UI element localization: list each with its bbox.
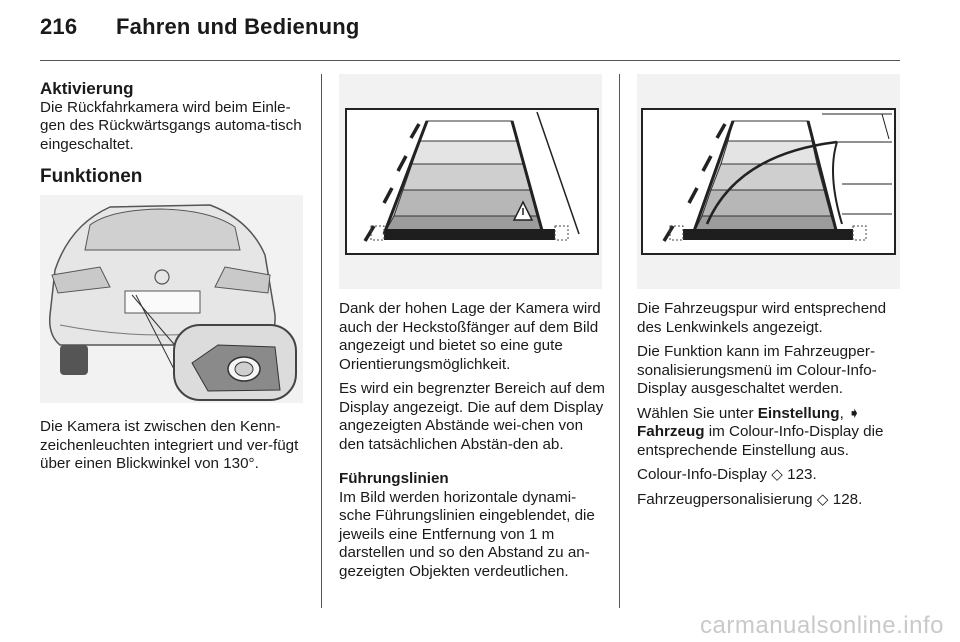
page-header xyxy=(40,14,360,40)
column-divider-2 xyxy=(619,74,620,608)
arrow-right-icon: ➧ xyxy=(848,404,861,422)
ref-colour-info-page: 123 xyxy=(787,466,813,483)
reference-personalisation xyxy=(637,491,907,510)
text-settings-pre: Wählen Sie unter xyxy=(637,404,758,422)
ref-colour-info-text: Colour-Info-Display xyxy=(637,466,772,483)
watermark: carmanualsonline.info xyxy=(700,612,944,639)
ref-personalisation-text: Fahrzeugpersonalisierung xyxy=(637,490,817,508)
page-title: Fahren und Bedienung xyxy=(116,14,360,39)
car-rear-icon xyxy=(40,195,303,403)
right-column xyxy=(637,300,907,509)
text-activation: Die Rückfahrkamera wird beim Einle-gen des Rückwärtsgangs automa-tisch eingeschaltet. xyxy=(40,98,302,153)
subheading-guidelines: Führungslinien xyxy=(339,470,449,487)
menu-vehicle-label: Fahrzeug xyxy=(637,423,705,440)
text-bumper: Dank der hohen Lage der Kamera wird auch der Heckstoßfänger auf dem Bild angezeigt und bietet so eine gute Orientierungsmöglichkeit. xyxy=(339,300,601,373)
ref-colour-info-end: . xyxy=(812,466,817,483)
text-settings-sep: , xyxy=(839,404,849,422)
middle-column xyxy=(339,300,607,581)
steering-lines-illustration xyxy=(637,74,900,289)
reference-arrow-icon: ◇ xyxy=(816,490,829,508)
display-guidelines-icon xyxy=(339,74,602,289)
left-column xyxy=(40,80,310,187)
text-guidelines: Im Bild werden horizontale dynami-sche Führungslinien eingeblendet, die jeweils eine Entfernung von 1 m darstellen und so den Abstand zu an-gezeigten Objekten verdeutlichen. xyxy=(339,488,595,580)
reference-colour-info xyxy=(637,466,907,485)
text-display-area: Es wird ein begrenzter Bereich auf dem Display angezeigt. Die auf dem Display angezeigten Abstände wei-chen von den tatsächlichen Abstän-den ab. xyxy=(339,380,605,453)
text-steering-lane: Die Fahrzeugspur wird entsprechend des Lenkwinkels angezeigt. xyxy=(637,300,887,336)
heading-functions: Funktionen xyxy=(40,166,143,187)
text-disable: Die Funktion kann im Fahrzeugper-sonalisierungsmenü im Colour-Info-Display ausgeschaltet werden. xyxy=(637,343,877,397)
ref-personalisation-page: 128 xyxy=(832,490,859,508)
menu-settings-label: Einstellung xyxy=(757,404,840,422)
left-column-lower xyxy=(40,418,310,474)
display-steering-icon xyxy=(637,74,900,289)
column-divider-1 xyxy=(321,74,322,608)
page-number: 216 xyxy=(40,14,78,39)
camera-location-illustration xyxy=(40,195,303,403)
heading-activation: Aktivierung xyxy=(40,79,134,98)
header-rule xyxy=(40,60,900,61)
reference-arrow-icon: ◇ xyxy=(771,466,783,483)
ref-personalisation-end: . xyxy=(858,490,863,508)
text-camera: Die Kamera ist zwischen den Kenn-zeichenleuchten integriert und ver-fügt über einen Blickwinkel von 130°. xyxy=(40,418,299,472)
text-settings-post: im Colour-Info-Display die entsprechende Einstellung aus. xyxy=(637,423,884,459)
text-settings xyxy=(637,405,907,461)
guide-lines-illustration xyxy=(339,74,602,289)
